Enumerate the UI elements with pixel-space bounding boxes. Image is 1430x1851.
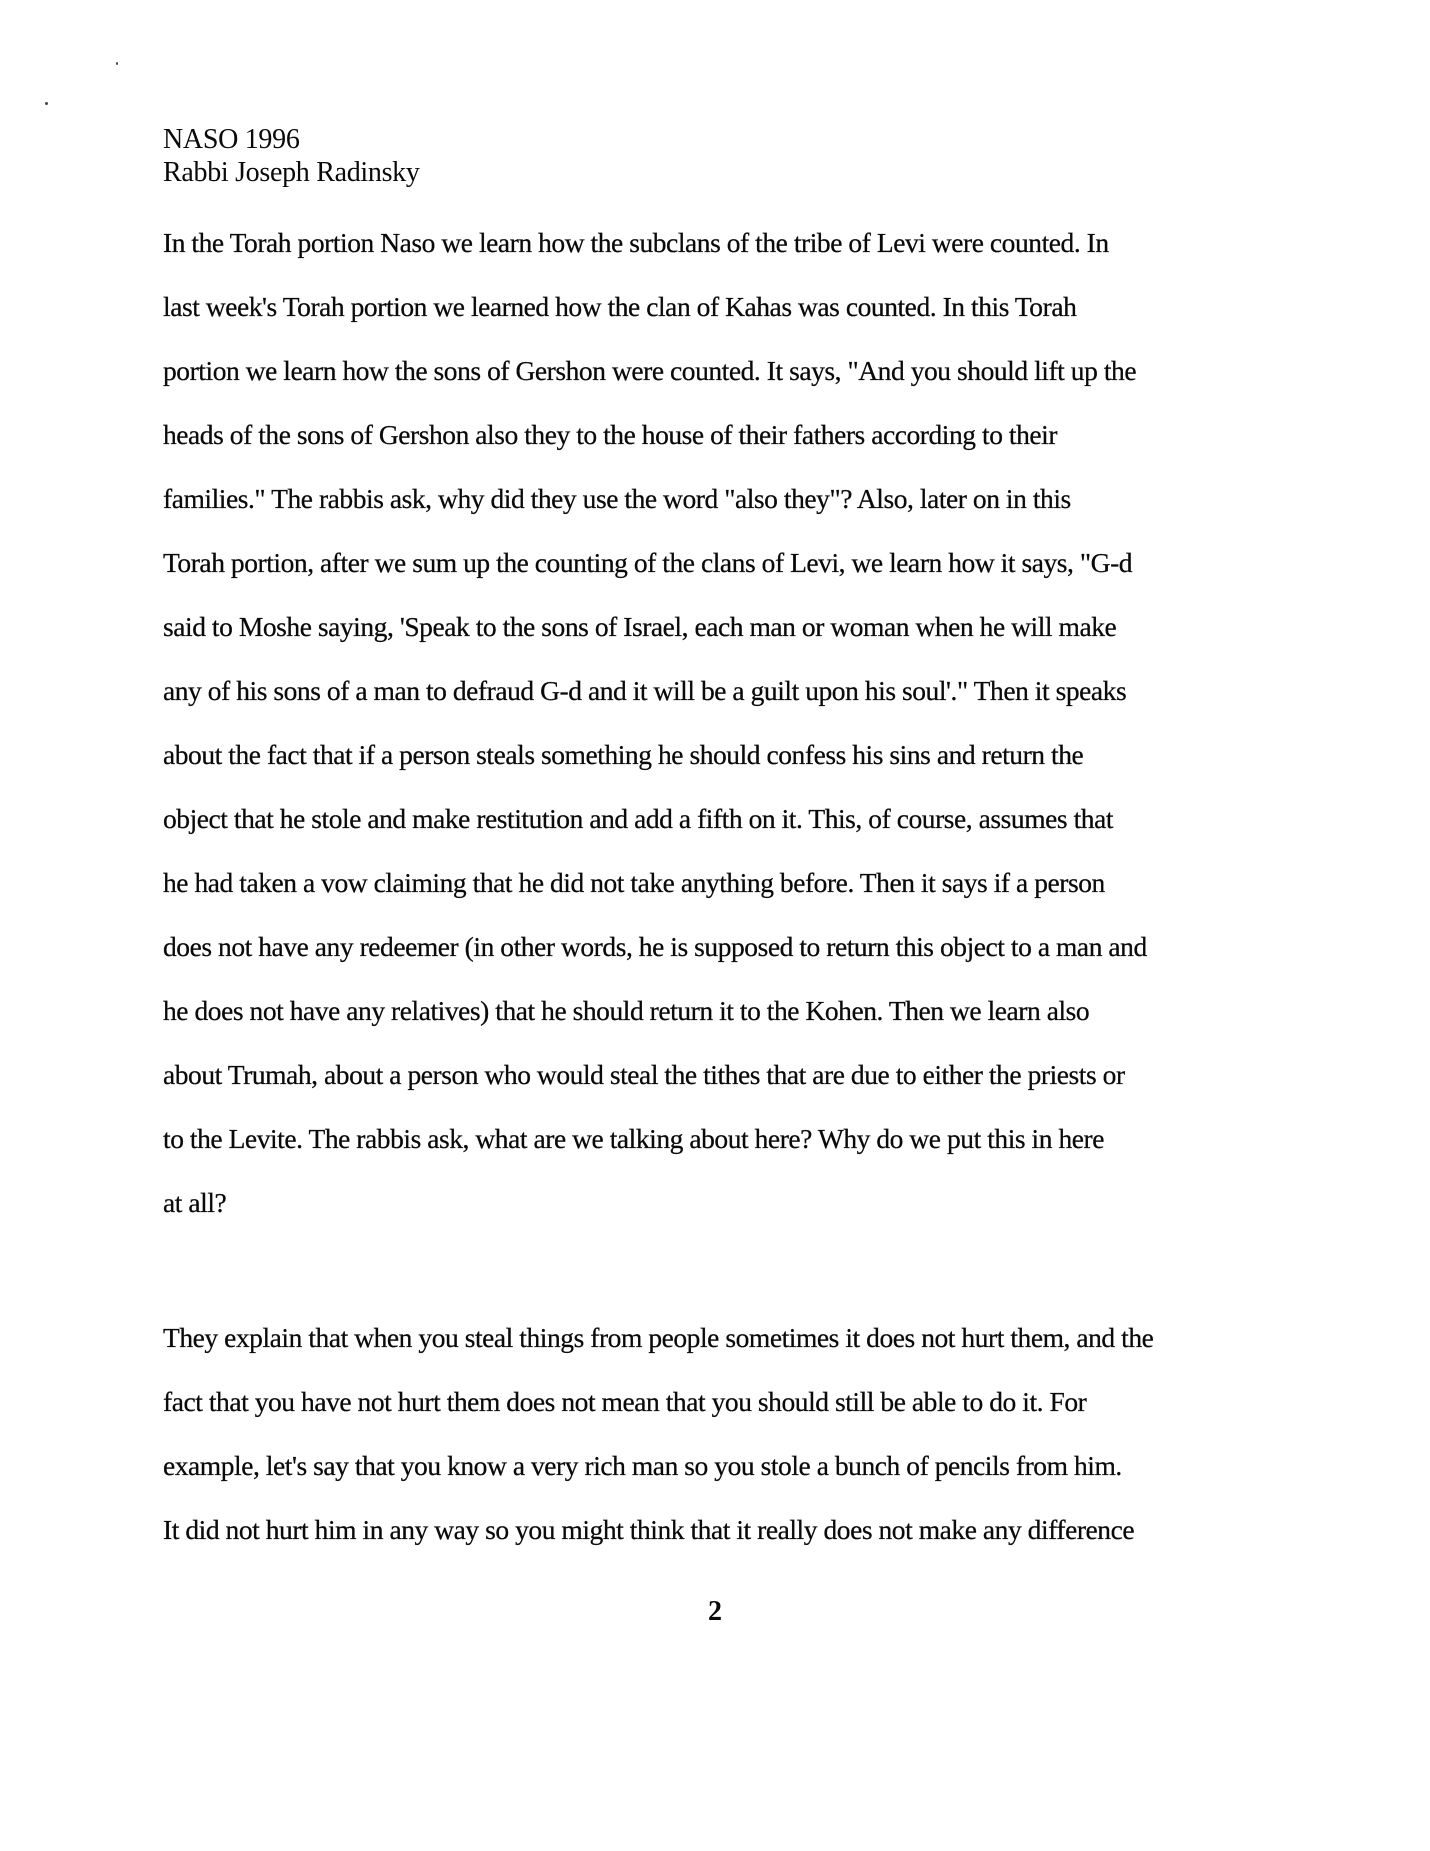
text-line: he does not have any relatives) that he should return it to the Kohen. Then we learn also <box>163 995 1090 1026</box>
document-title: NASO 1996 <box>163 124 300 155</box>
page-number: 2 <box>708 1596 722 1627</box>
text-line: does not have any redeemer (in other words, he is supposed to return this object to a man and <box>163 931 1147 962</box>
text-line: at all? <box>163 1187 227 1218</box>
text-line: heads of the sons of Gershon also they to the house of their fathers according to their <box>163 419 1058 450</box>
text-line: portion we learn how the sons of Gershon were counted. It says, "And you should lift up the <box>163 355 1137 386</box>
scan-speck <box>116 62 118 65</box>
paragraph-1 <box>163 211 1147 1235</box>
text-line: he had taken a vow claiming that he did not take anything before. Then it says if a person <box>163 867 1105 898</box>
text-line: about the fact that if a person steals something he should confess his sins and return the <box>163 739 1084 770</box>
text-line: last week's Torah portion we learned how the clan of Kahas was counted. In this Torah <box>163 291 1077 322</box>
text-line: any of his sons of a man to defraud G-d and it will be a guilt upon his soul'." Then it speaks <box>163 675 1127 706</box>
document-author: Rabbi Joseph Radinsky <box>163 157 420 188</box>
text-line: about Trumah, about a person who would steal the tithes that are due to either the priests or <box>163 1059 1125 1090</box>
text-line: Torah portion, after we sum up the counting of the clans of Levi, we learn how it says, "G-d <box>163 547 1133 578</box>
text-line: fact that you have not hurt them does not mean that you should still be able to do it. For <box>163 1386 1087 1417</box>
text-line: They explain that when you steal things from people sometimes it does not hurt them, and the <box>163 1322 1154 1353</box>
scan-speck <box>45 102 48 105</box>
document-header <box>163 123 420 189</box>
text-line: example, let's say that you know a very rich man so you stole a bunch of pencils from him. <box>163 1450 1122 1481</box>
text-line: In the Torah portion Naso we learn how the subclans of the tribe of Levi were counted. In <box>163 227 1109 258</box>
text-line: It did not hurt him in any way so you might think that it really does not make any difference <box>163 1514 1135 1545</box>
paragraph-2 <box>163 1306 1153 1562</box>
text-line: object that he stole and make restitution and add a fifth on it. This, of course, assumes that <box>163 803 1114 834</box>
text-line: to the Levite. The rabbis ask, what are we talking about here? Why do we put this in here <box>163 1123 1104 1154</box>
text-line: families." The rabbis ask, why did they use the word "also they"? Also, later on in this <box>163 483 1071 514</box>
text-line: said to Moshe saying, 'Speak to the sons of Israel, each man or woman when he will make <box>163 611 1117 642</box>
